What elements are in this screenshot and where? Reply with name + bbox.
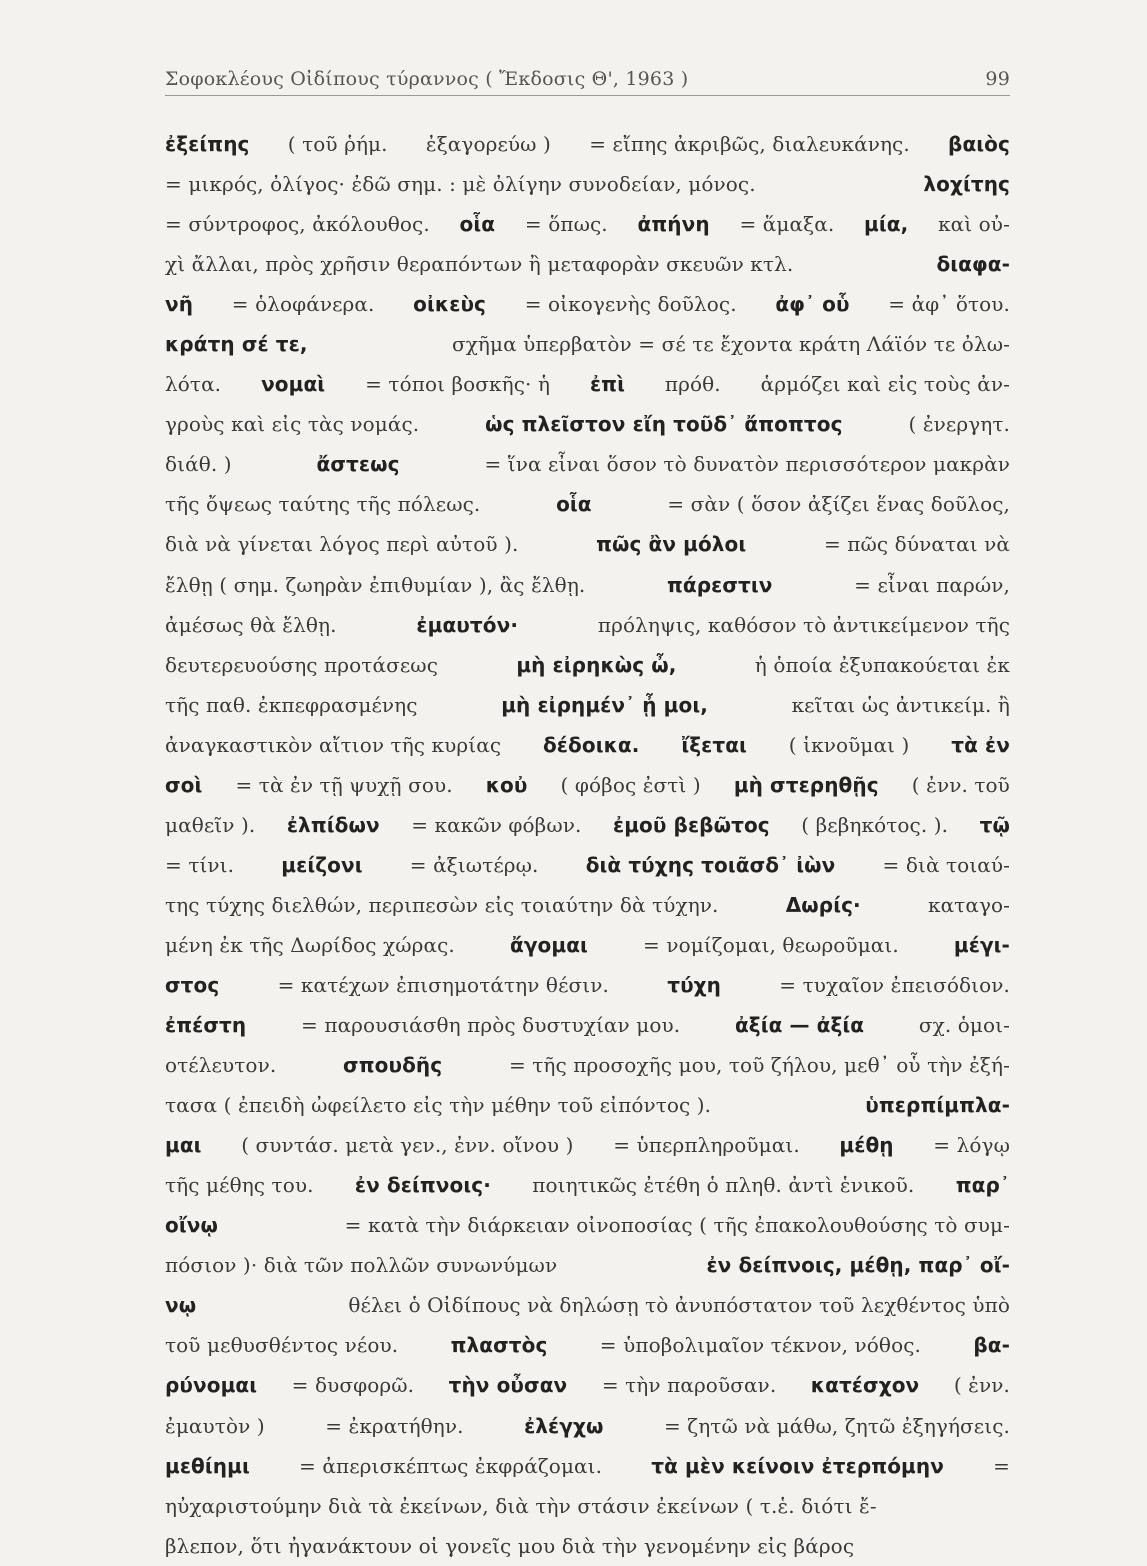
lemma-term: πλαστὸς — [450, 1333, 548, 1358]
gloss-text: τῆς μέθης του. — [165, 1173, 314, 1198]
lemma-term: μέθῃ — [839, 1133, 894, 1158]
lemma-term: τὰ μὲν κείνοιν ἐτερπόμην — [651, 1453, 944, 1478]
lemma-term: μείζονι — [281, 852, 363, 877]
lemma-term: ἐμοῦ βεβῶτος — [612, 812, 770, 837]
text-line — [165, 765, 1010, 805]
text-line — [165, 725, 1010, 765]
lemma-term: κατέσχον — [810, 1373, 920, 1398]
text-line — [165, 1446, 1010, 1486]
lemma-term: τύχη — [667, 972, 722, 997]
gloss-text: ἔλθῃ ( σημ. ζωηρὰν ἐπιθυμίαν ), ἂς ἔλθῃ. — [165, 572, 586, 597]
lemma-term: ἐλπίδων — [286, 812, 380, 837]
lemma-term: σοὶ — [165, 772, 203, 797]
text-line — [165, 565, 1010, 605]
gloss-text: μαθεῖν ). — [165, 812, 256, 837]
gloss-text: = τῆς προσοχῆς μου, τοῦ ζήλου, μεθ᾽ οὗ τὴν ἐξή- — [508, 1053, 1010, 1078]
gloss-text: ( ἐνεργητ. — [908, 412, 1010, 437]
gloss-text: μένη ἐκ τῆς Δωρίδος χώρας. — [165, 932, 455, 957]
gloss-text: σχ. ὁμοι- — [918, 1013, 1010, 1038]
lemma-term: ἄστεως — [316, 452, 400, 477]
page-number: 99 — [985, 68, 1010, 90]
text-line — [165, 1526, 1010, 1566]
lemma-term: μία, — [864, 212, 909, 237]
lemma-term: Δωρίς· — [785, 892, 861, 917]
gloss-text: = τυχαῖον ἐπεισόδιον. — [779, 972, 1010, 997]
text-line — [165, 685, 1010, 725]
gloss-text: πόσιον )· διὰ τῶν πολλῶν συνωνύμων — [165, 1253, 558, 1278]
lemma-term: ὡς πλεῖστον εἴη τοῦδ᾽ ἄποπτος — [485, 412, 843, 437]
gloss-text: = ὅπως. — [524, 212, 608, 237]
gloss-text: = νομίζομαι, θεωροῦμαι. — [643, 932, 899, 957]
gloss-text: = δυσφορῶ. — [291, 1373, 415, 1398]
gloss-text: ( ἐνν. — [953, 1373, 1010, 1398]
lemma-term: ἐπέστη — [165, 1013, 247, 1038]
lemma-term: τὴν οὖσαν — [448, 1373, 568, 1398]
text-line — [165, 444, 1010, 484]
lemma-term: κράτη σέ τε, — [165, 332, 308, 357]
lemma-term: ἀφ᾽ οὗ — [775, 292, 850, 317]
gloss-text: τοῦ μεθυσθέντος νέου. — [165, 1333, 399, 1358]
lemma-term: μὴ εἰρηκὼς ὦ, — [516, 652, 677, 677]
gloss-text: χὶ ἄλλαι, πρὸς χρῆσιν θεραπόντων ἢ μεταφορὰν σκευῶν κτλ. — [165, 252, 794, 277]
gloss-text: = παρουσιάσθη πρὸς δυστυχίαν μου. — [301, 1013, 681, 1038]
lemma-term: νομαὶ — [261, 372, 326, 397]
gloss-text: κεῖται ὡς ἀντικείμ. ἢ — [791, 692, 1010, 717]
gloss-text: γροὺς καὶ εἰς τὰς νομάς. — [165, 412, 420, 437]
gloss-text: = διὰ τοιαύ- — [882, 852, 1010, 877]
gloss-text: λότα. — [165, 372, 222, 397]
text-line — [165, 364, 1010, 404]
lemma-term: λοχίτης — [923, 172, 1010, 197]
text-line — [165, 845, 1010, 885]
lemma-term: διὰ τύχης τοιᾶσδ᾽ ἰὼν — [585, 852, 836, 877]
running-header — [165, 60, 1010, 90]
text-line — [165, 404, 1010, 444]
gloss-text: = ἀφ᾽ ὅτου. — [888, 292, 1010, 317]
gloss-text: = κατέχων ἐπισημοτάτην θέσιν. — [277, 972, 609, 997]
gloss-text: = ὑποβολιμαῖον τέκνον, νόθος. — [599, 1333, 921, 1358]
gloss-text: ἐξαγορεύω ) — [425, 132, 551, 156]
gloss-text: ( τοῦ ῥήμ. — [287, 132, 388, 156]
gloss-text: ( συντάσ. μετὰ γεν., ἐνν. οἴνου ) — [241, 1133, 574, 1158]
gloss-text: ηὐχαριστούμην διὰ τὰ ἐκείνων, διὰ τὴν στάσιν ἐκείνων ( τ.ἑ. διότι ἔ- — [165, 1493, 877, 1518]
lemma-term: οἰκεὺς — [413, 292, 487, 317]
lemma-term: ἐν δείπνοις, μέθῃ, παρ᾽ οἴ- — [706, 1253, 1010, 1278]
lemma-term: ἐξείπης — [165, 132, 250, 156]
lemma-term: κοὐ — [485, 772, 528, 797]
lemma-term: μὴ εἰρημέν᾽ ᾖ μοι, — [501, 692, 708, 717]
text-line — [165, 1325, 1010, 1365]
lemma-term: βαιὸς — [948, 132, 1010, 156]
gloss-text: ἐμαυτὸν ) — [165, 1413, 265, 1438]
lemma-term: πῶς ἂν μόλοι — [596, 532, 747, 557]
lemma-term: ἐπὶ — [589, 372, 625, 397]
text-line — [165, 1005, 1010, 1045]
gloss-text: θέλει ὁ Οἰδίπους νὰ δηλώσῃ τὸ ἀνυπόστατον τοῦ λεχθέντος ὑπὸ — [348, 1293, 1010, 1318]
lemma-term: οἷα — [556, 492, 592, 517]
gloss-text: = οἰκογενὴς δοῦλος. — [524, 292, 737, 317]
gloss-text: καὶ οὐ- — [938, 212, 1010, 237]
text-line — [165, 605, 1010, 645]
gloss-text: = κακῶν φόβων. — [411, 812, 582, 837]
gloss-text: = λόγῳ — [933, 1133, 1010, 1158]
text-line — [165, 1245, 1010, 1285]
gloss-text: πρόληψις, καθόσον τὸ ἀντικείμενον τῆς — [597, 612, 1010, 637]
gloss-text: διὰ νὰ γίνεται λόγος περὶ αὐτοῦ ). — [165, 532, 519, 557]
gloss-text: τῆς ὄψεως ταύτης τῆς πόλεως. — [165, 492, 481, 517]
text-line — [165, 1285, 1010, 1325]
gloss-text: ἁρμόζει καὶ εἰς τοὺς ἀν- — [760, 372, 1010, 397]
text-line — [165, 1045, 1010, 1085]
lemma-term: μὴ στερηθῇς — [733, 772, 879, 797]
gloss-text: = κατὰ τὴν διάρκειαν οἰνοποσίας ( τῆς ἐπακολουθούσης τὸ συμ- — [344, 1213, 1010, 1238]
text-line — [165, 1365, 1010, 1405]
gloss-text: = πῶς δύναται νὰ — [823, 532, 1010, 557]
text-line — [165, 284, 1010, 324]
gloss-text: βλεπον, ὅτι ἠγανάκτουν οἱ γονεῖς μου διὰ τὴν γενομένην εἰς βάρος — [165, 1533, 855, 1558]
text-line — [165, 484, 1010, 524]
lemma-term: μαι — [165, 1133, 202, 1158]
lemma-term: νῳ — [165, 1293, 197, 1318]
gloss-text: οτέλευτον. — [165, 1053, 277, 1078]
text-line — [165, 885, 1010, 925]
lemma-term: μεθίημι — [165, 1453, 250, 1478]
gloss-text: = — [993, 1453, 1010, 1478]
lemma-term: οἷα — [459, 212, 496, 237]
gloss-text: = μικρός, ὀλίγος· ἐδῶ σημ. : μὲ ὀλίγην συνοδείαν, μόνος. — [165, 172, 756, 197]
header-title: Σοφοκλέους Οἰδίπους τύραννος ( Ἔκδοσις Θ', 1963 ) — [165, 68, 689, 90]
text-line — [165, 1085, 1010, 1125]
lemma-term: ἴξεται — [681, 732, 747, 757]
text-line — [165, 645, 1010, 685]
gloss-text: καταγο- — [927, 892, 1010, 917]
text-line — [165, 164, 1010, 204]
gloss-text: = ἅμαξα. — [739, 212, 835, 237]
lemma-term: παρ᾽ — [955, 1173, 1010, 1198]
gloss-text: ἀμέσως θὰ ἔλθῃ. — [165, 612, 337, 637]
gloss-text: = τὴν παροῦσαν. — [601, 1373, 777, 1398]
gloss-text: ἀναγκαστικὸν αἴτιον τῆς κυρίας — [165, 732, 502, 757]
gloss-text: = ἵνα εἶναι ὅσον τὸ δυνατὸν περισσότερον μακρὰν — [484, 452, 1010, 477]
gloss-text: ( φόβος ἐστὶ ) — [560, 772, 701, 797]
text-line — [165, 244, 1010, 284]
glossary-body — [165, 124, 1010, 1558]
gloss-text: δευτερευούσης προτάσεως — [165, 652, 438, 677]
lemma-term: ἀξία — ἀξία — [734, 1013, 865, 1038]
text-line — [165, 124, 1010, 164]
gloss-text: = τίνι. — [165, 852, 235, 877]
text-line — [165, 1486, 1010, 1526]
gloss-text: της τύχης διελθών, περιπεσὼν εἰς τοιαύτην δὰ τύχην. — [165, 892, 719, 917]
gloss-text: = εἴπης ἀκριβῶς, διαλευκάνης. — [589, 132, 910, 156]
gloss-text: = ἀξιωτέρῳ. — [409, 852, 539, 877]
lemma-term: ρύνομαι — [165, 1373, 258, 1398]
gloss-text: πρόθ. — [664, 372, 721, 397]
lemma-term: ἐμαυτόν· — [416, 612, 519, 637]
lemma-term: ὑπερπίμπλα- — [865, 1093, 1010, 1118]
lemma-term: ἄγομαι — [509, 932, 588, 957]
text-line — [165, 805, 1010, 845]
text-line — [165, 204, 1010, 244]
lemma-term: πάρεστιν — [666, 572, 773, 597]
text-line — [165, 1205, 1010, 1245]
text-line — [165, 965, 1010, 1005]
header-rule — [165, 95, 1010, 96]
lemma-term: ἐλέγχω — [524, 1413, 604, 1438]
gloss-text: = σύντροφος, ἀκόλουθος. — [165, 212, 430, 237]
gloss-text: διάθ. ) — [165, 452, 232, 477]
lemma-term: σπουδῆς — [343, 1053, 443, 1078]
gloss-text: ἡ ὁποία ἐξυπακούεται ἐκ — [754, 652, 1010, 677]
lemma-term: βα- — [973, 1333, 1010, 1358]
gloss-text: ( ἐνν. τοῦ — [911, 772, 1010, 797]
gloss-text: = ἐκρατήθην. — [325, 1413, 464, 1438]
gloss-text: = τὰ ἐν τῇ ψυχῇ σου. — [235, 772, 453, 797]
gloss-text: = εἶναι παρών, — [854, 572, 1010, 597]
text-line — [165, 925, 1010, 965]
gloss-text: ποιητικῶς ἐτέθη ὁ πληθ. ἀντὶ ἑνικοῦ. — [532, 1173, 915, 1198]
lemma-term: τὰ ἐν — [951, 732, 1010, 757]
gloss-text: = ζητῶ νὰ μάθω, ζητῶ ἐξηγήσεις. — [663, 1413, 1010, 1438]
lemma-term: δέδοικα. — [542, 732, 640, 757]
gloss-text: ( βεβηκότος. ). — [801, 812, 949, 837]
lemma-term: νῆ — [165, 292, 194, 317]
lemma-term: διαφα- — [936, 252, 1010, 277]
text-line — [165, 1125, 1010, 1165]
gloss-text: σχῆμα ὑπερβατὸν = σέ τε ἔχοντα κράτη Λάϊόν τε ὀλω- — [451, 332, 1010, 357]
lemma-term: ἐν δείπνοις· — [354, 1173, 491, 1198]
lemma-term: τῷ — [979, 812, 1010, 837]
text-line — [165, 1165, 1010, 1205]
text-line — [165, 524, 1010, 564]
text-line — [165, 324, 1010, 364]
gloss-text: ( ἱκνοῦμαι ) — [788, 732, 910, 757]
lemma-term: μέγι- — [953, 932, 1010, 957]
gloss-text: = σὰν ( ὅσον ἀξίζει ἕνας δοῦλος, — [667, 492, 1010, 517]
gloss-text: = τόποι βοσκῆς· ἡ — [365, 372, 551, 397]
lemma-term: ἀπήνη — [637, 212, 710, 237]
gloss-text: = ὁλοφάνερα. — [231, 292, 375, 317]
gloss-text: = ἀπερισκέπτως ἐκφράζομαι. — [299, 1453, 603, 1478]
gloss-text: τασα ( ἐπειδὴ ὠφείλετο εἰς τὴν μέθην τοῦ εἰπόντος ). — [165, 1093, 712, 1118]
lemma-term: στος — [165, 972, 220, 997]
text-line — [165, 1406, 1010, 1446]
gloss-text: τῆς παθ. ἐκπεφρασμένης — [165, 692, 418, 717]
gloss-text: = ὑπερπληροῦμαι. — [613, 1133, 800, 1158]
lemma-term: οἴνῳ — [165, 1213, 218, 1238]
